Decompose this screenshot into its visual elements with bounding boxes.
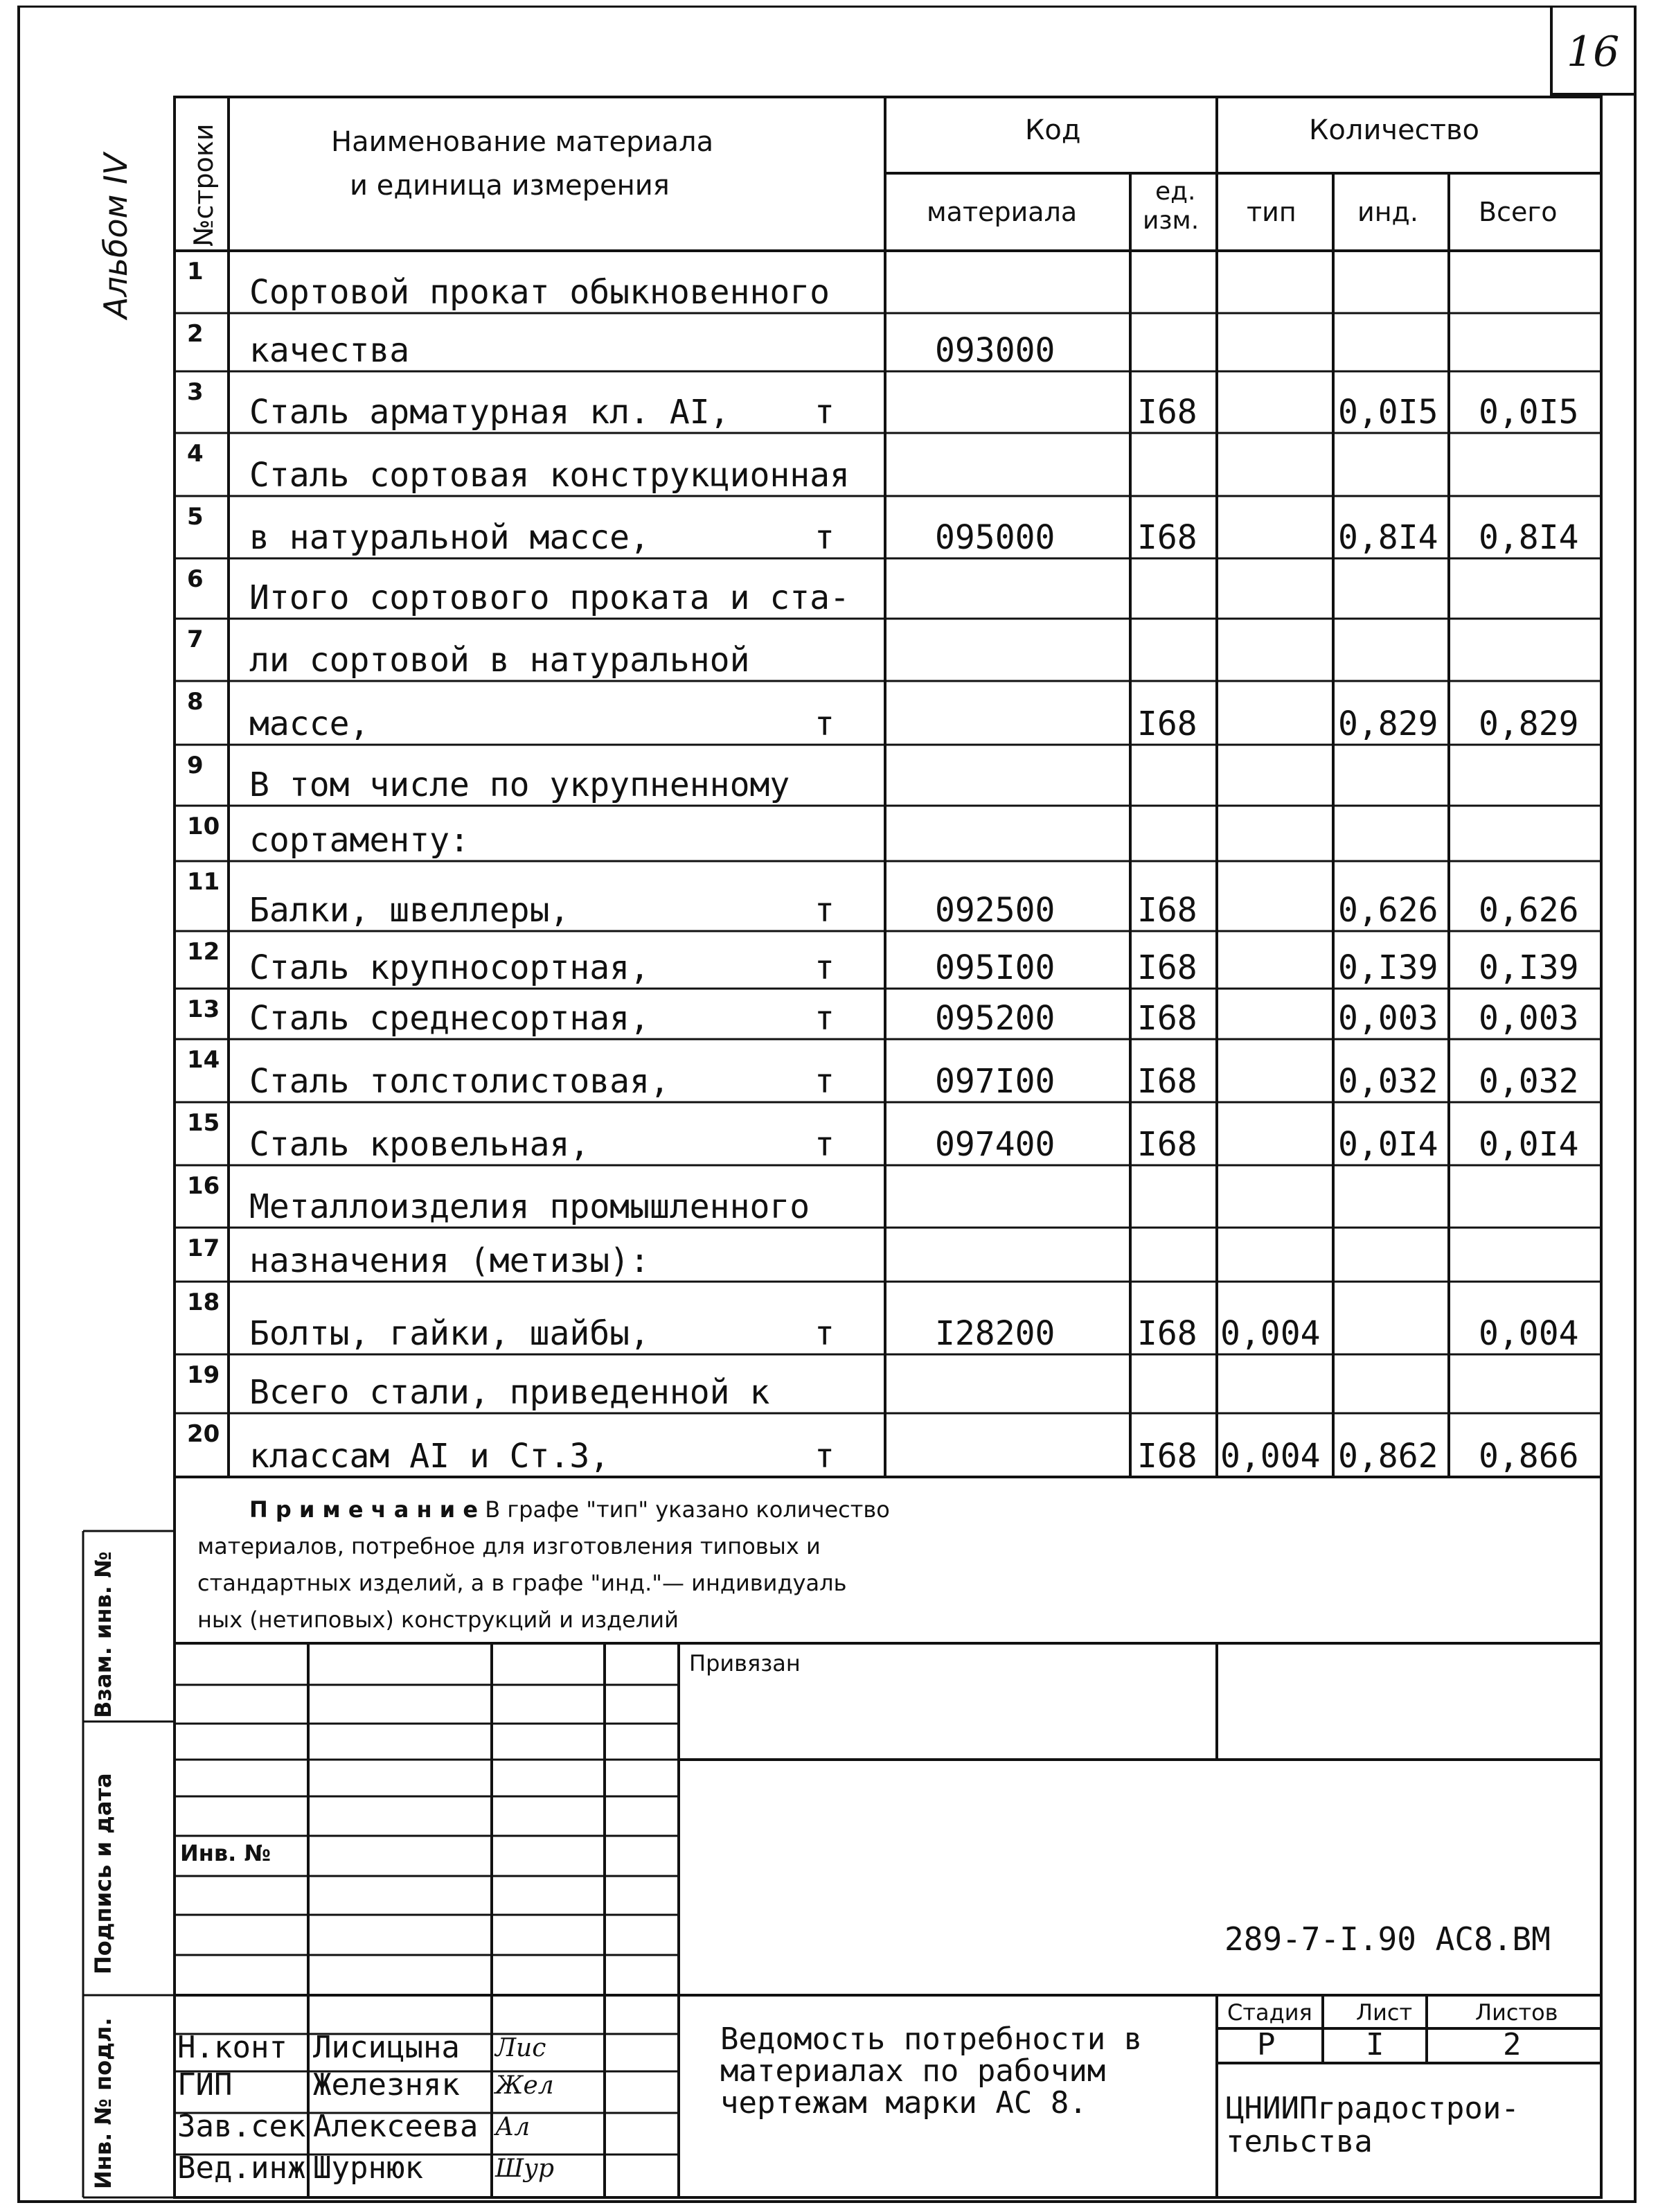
material-name: ли сортовой в натуральной xyxy=(249,641,750,680)
row-number: 16 xyxy=(187,1172,220,1200)
qty-ind: 0,I39 xyxy=(1338,948,1438,987)
material-name: Сталь арматурная кл. АI, xyxy=(249,393,730,432)
note-line1 xyxy=(249,1496,890,1523)
qty-total: 0,I39 xyxy=(1479,948,1579,987)
stamp-title-line1: Ведомость потребности в xyxy=(720,2021,1143,2057)
header-quantity: Количество xyxy=(1309,114,1480,146)
margin-podpis-data: Подпись и дата xyxy=(90,1773,116,1974)
qty-total: 0,0I5 xyxy=(1479,393,1579,432)
stamp-sheets-label: Листов xyxy=(1475,1999,1558,2026)
header-qty-ind: инд. xyxy=(1357,197,1418,227)
material-name: Болты, гайки, шайбы, xyxy=(249,1314,650,1353)
material-name: В том числе по укрупненному xyxy=(249,766,790,804)
signer-name: Шурнюк xyxy=(313,2150,423,2186)
header-qty-total: Всего xyxy=(1479,197,1558,227)
material-code: 093000 xyxy=(935,331,1055,370)
qty-ind: 0,862 xyxy=(1338,1437,1438,1476)
qty-ind: 0,8I4 xyxy=(1338,518,1438,557)
signer-role: Н.конт xyxy=(177,2030,287,2065)
qty-ind: 0,829 xyxy=(1338,705,1438,743)
unit-t: т xyxy=(814,891,835,930)
stamp-privyazan: Привязан xyxy=(689,1650,801,1676)
material-code: 095200 xyxy=(935,999,1055,1038)
qty-total: 0,032 xyxy=(1479,1062,1579,1101)
margin-inv-podl: Инв. № подл. xyxy=(90,2017,116,2189)
row-number: 6 xyxy=(187,565,204,593)
row-number: 4 xyxy=(187,440,204,468)
qty-ind: 0,032 xyxy=(1338,1062,1438,1101)
note-line3: стандартных изделий, а в графе "инд."— индивидуаль xyxy=(197,1570,847,1596)
material-name: в натуральной массе, xyxy=(249,518,650,557)
unit-code: I68 xyxy=(1137,999,1197,1038)
note-text-1: В графе "тип" указано количество xyxy=(485,1496,890,1523)
unit-t: т xyxy=(814,1437,835,1476)
row-number: 19 xyxy=(187,1361,220,1389)
row-number: 9 xyxy=(187,752,204,779)
row-number: 15 xyxy=(187,1109,220,1137)
material-name: Сталь крупносортная, xyxy=(249,948,650,987)
material-name: Итого сортового проката и ста- xyxy=(249,578,850,617)
note-line4: ных (нетиповых) конструкций и изделий xyxy=(197,1607,679,1633)
stamp-title-line2: материалах по рабочим xyxy=(720,2053,1106,2089)
row-number: 2 xyxy=(187,320,204,348)
qty-total: 0,0I4 xyxy=(1479,1125,1579,1164)
stamp-inv-no: Инв. № xyxy=(180,1840,271,1866)
header-unit-line1: ед. xyxy=(1155,177,1196,206)
unit-code: I68 xyxy=(1137,1125,1197,1164)
material-name: классам АI и Ст.3, xyxy=(249,1437,610,1476)
qty-total: 0,866 xyxy=(1479,1437,1579,1476)
unit-t: т xyxy=(814,999,835,1038)
material-code: I28200 xyxy=(935,1314,1055,1353)
material-name: массе, xyxy=(249,705,370,743)
stamp-doc-code: 289-7-I.90 АС8.ВМ xyxy=(1224,1920,1551,1958)
material-code: 097400 xyxy=(935,1125,1055,1164)
row-number: 18 xyxy=(187,1289,220,1316)
signer-name: Лисицына xyxy=(313,2030,460,2065)
signer-signature: Шур xyxy=(495,2155,555,2183)
material-name: Сталь толстолистовая, xyxy=(249,1062,670,1101)
stamp-org-line1: ЦНИИПградострои- xyxy=(1226,2091,1519,2126)
material-name: Сталь среднесортная, xyxy=(249,999,650,1038)
note-title: П р и м е ч а н и е xyxy=(249,1496,479,1523)
header-code-material: материала xyxy=(927,197,1078,227)
unit-code: I68 xyxy=(1137,1062,1197,1101)
stamp-title-line3: чертежам марки АС 8. xyxy=(720,2085,1087,2121)
qty-ind: 0,0I5 xyxy=(1338,393,1438,432)
header-name-line2: и единица измерения xyxy=(350,170,670,202)
unit-t: т xyxy=(814,705,835,743)
unit-t: т xyxy=(814,518,835,557)
margin-vzam-inv: Взам. инв. № xyxy=(90,1551,116,1718)
row-number: 20 xyxy=(187,1420,220,1448)
material-name: назначения (метизы): xyxy=(249,1241,650,1280)
row-number: 7 xyxy=(187,626,204,653)
qty-total: 0,626 xyxy=(1479,891,1579,930)
header-qty-type: тип xyxy=(1247,197,1296,227)
stamp-sheets: 2 xyxy=(1503,2027,1522,2062)
unit-t: т xyxy=(814,1062,835,1101)
note-line2: материалов, потребное для изготовления типовых и xyxy=(197,1533,821,1559)
row-number: 13 xyxy=(187,996,220,1023)
row-number: 17 xyxy=(187,1235,220,1262)
row-number: 12 xyxy=(187,938,220,966)
header-row-number: №строки xyxy=(188,123,219,247)
header-code: Код xyxy=(1025,114,1081,146)
stamp-stage-label: Стадия xyxy=(1227,1999,1312,2026)
unit-code: I68 xyxy=(1137,1437,1197,1476)
material-name: Балки, швеллеры, xyxy=(249,891,570,930)
unit-t: т xyxy=(814,393,835,432)
signer-role: Вед.инж xyxy=(177,2150,306,2186)
qty-type: 0,004 xyxy=(1220,1437,1321,1476)
row-number: 10 xyxy=(187,813,220,840)
row-number: 3 xyxy=(187,378,204,406)
qty-total: 0,8I4 xyxy=(1479,518,1579,557)
qty-ind: 0,626 xyxy=(1338,891,1438,930)
unit-code: I68 xyxy=(1137,518,1197,557)
material-name: Всего стали, приведенной к xyxy=(249,1373,770,1412)
material-name: Металлоизделия промышленного xyxy=(249,1187,810,1226)
unit-t: т xyxy=(814,948,835,987)
signer-signature: Лис xyxy=(495,2034,546,2062)
unit-code: I68 xyxy=(1137,705,1197,743)
signer-role: ГИП xyxy=(177,2067,233,2103)
material-name: Сортовой прокат обыкновенного xyxy=(249,273,830,312)
material-code: 095000 xyxy=(935,518,1055,557)
signer-name: Алексеева xyxy=(313,2109,479,2144)
row-number: 1 xyxy=(187,258,204,285)
signer-signature: Жел xyxy=(495,2071,554,2100)
row-number: 5 xyxy=(187,503,204,531)
unit-code: I68 xyxy=(1137,948,1197,987)
signer-name: Железняк xyxy=(313,2067,460,2103)
row-number: 14 xyxy=(187,1046,220,1074)
stamp-stage: Р xyxy=(1257,2027,1276,2062)
unit-code: I68 xyxy=(1137,393,1197,432)
stamp-sheet-label: Лист xyxy=(1356,1999,1413,2026)
qty-type: 0,004 xyxy=(1220,1314,1321,1353)
header-unit-line2: изм. xyxy=(1143,206,1200,235)
unit-t: т xyxy=(814,1125,835,1164)
material-name: качества xyxy=(249,331,410,370)
signer-role: Зав.сек xyxy=(177,2109,306,2144)
stamp-org-line2: тельства xyxy=(1226,2124,1373,2159)
material-name: сортаменту: xyxy=(249,821,470,860)
qty-ind: 0,003 xyxy=(1338,999,1438,1038)
stamp-sheet: I xyxy=(1366,2027,1384,2062)
qty-total: 0,004 xyxy=(1479,1314,1579,1353)
sheet-number: 16 xyxy=(1567,28,1620,76)
unit-code: I68 xyxy=(1137,1314,1197,1353)
row-number: 11 xyxy=(187,868,220,896)
qty-ind: 0,0I4 xyxy=(1338,1125,1438,1164)
signer-signature: Ал xyxy=(495,2113,531,2141)
album-label: Альбом IV xyxy=(97,153,134,319)
material-code: 095I00 xyxy=(935,948,1055,987)
material-code: 097I00 xyxy=(935,1062,1055,1101)
qty-total: 0,003 xyxy=(1479,999,1579,1038)
material-name: Сталь кровельная, xyxy=(249,1125,590,1164)
qty-total: 0,829 xyxy=(1479,705,1579,743)
row-number: 8 xyxy=(187,688,204,716)
material-code: 092500 xyxy=(935,891,1055,930)
header-name-line1: Наименование материала xyxy=(331,126,714,158)
unit-code: I68 xyxy=(1137,891,1197,930)
material-name: Сталь сортовая конструкционная xyxy=(249,456,850,495)
unit-t: т xyxy=(814,1314,835,1353)
